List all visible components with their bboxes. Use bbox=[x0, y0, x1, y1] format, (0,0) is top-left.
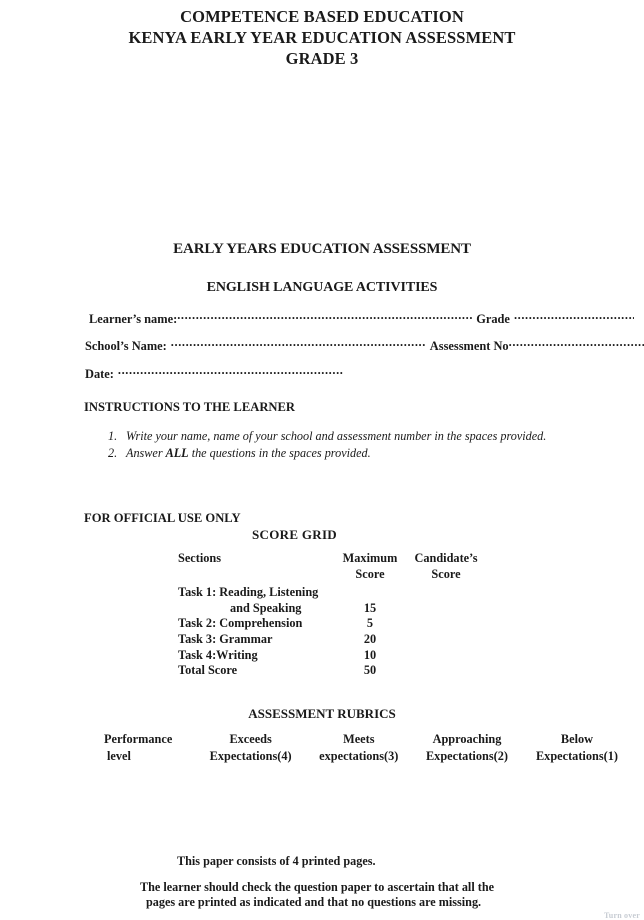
footer-notice-line2: pages are printed as indicated and that no questions are missing. bbox=[146, 895, 482, 909]
grade-label: Grade bbox=[476, 312, 510, 326]
rubrics-col2-line2: expectations(3) bbox=[319, 749, 399, 763]
rubrics-column-exceeds bbox=[196, 731, 306, 765]
score-grid-candidate-value[interactable] bbox=[414, 648, 478, 664]
score-grid-maximum-value: 10 bbox=[363, 647, 377, 662]
footer-notice bbox=[140, 880, 520, 910]
learner-name-input-line[interactable] bbox=[177, 308, 472, 323]
instruction-text: Write your name, name of your school and assessment number in the spaces provided. bbox=[126, 429, 547, 443]
rubrics-col4-line1: Below bbox=[560, 732, 594, 746]
learner-details-fields bbox=[0, 308, 644, 383]
score-grid-header-sections bbox=[178, 551, 326, 582]
instruction-item bbox=[84, 445, 604, 462]
footer-page-count: This paper consists of 4 printed pages. bbox=[177, 854, 376, 868]
masthead-line-2: KENYA EARLY YEAR EDUCATION ASSESSMENT bbox=[128, 28, 516, 47]
grade-input-line[interactable] bbox=[514, 308, 634, 323]
score-grid-section-line2: and Speaking bbox=[230, 600, 302, 615]
instruction-item bbox=[84, 428, 604, 445]
score-grid-title: SCORE GRID bbox=[252, 527, 337, 542]
score-grid-candidate-value[interactable] bbox=[414, 616, 478, 632]
score-grid-section-name: Task 3: Grammar bbox=[178, 631, 273, 646]
score-grid-maximum-value: 5 bbox=[366, 616, 374, 631]
score-grid-section-name: Task 2: Comprehension bbox=[178, 616, 303, 631]
official-use-heading: FOR OFFICIAL USE ONLY bbox=[84, 511, 241, 525]
score-grid-header-maximum-score bbox=[326, 551, 414, 582]
score-grid-header-row bbox=[178, 551, 478, 582]
rubrics-col3-line1: Approaching bbox=[432, 732, 502, 746]
instructions-heading: INSTRUCTIONS TO THE LEARNER bbox=[84, 400, 296, 414]
rubrics-col0-line1: Performance bbox=[104, 732, 173, 746]
rubrics-table bbox=[104, 731, 632, 765]
table-row bbox=[178, 648, 478, 664]
rubrics-column-performance-level bbox=[104, 731, 196, 765]
rubrics-column-meets bbox=[306, 731, 412, 765]
table-row bbox=[178, 632, 478, 648]
score-grid-candidate-value[interactable] bbox=[414, 582, 478, 616]
rubrics-column-approaching bbox=[412, 731, 522, 765]
table-row bbox=[178, 616, 478, 632]
score-grid-maximum-number: 15 bbox=[363, 600, 377, 615]
table-row bbox=[178, 582, 478, 616]
masthead-line-3: GRADE 3 bbox=[285, 49, 359, 68]
date-input-line[interactable] bbox=[118, 363, 343, 378]
rubrics-col2-line1: Meets bbox=[343, 732, 375, 746]
rubrics-col0-line2: level bbox=[107, 749, 131, 763]
masthead bbox=[0, 6, 644, 69]
school-name-label: School’s Name: bbox=[85, 339, 167, 353]
instruction-number: 1. bbox=[108, 429, 118, 443]
score-grid-header-candidate-line2: Score bbox=[431, 566, 461, 581]
rubrics-title: ASSESSMENT RUBRICS bbox=[248, 706, 396, 721]
instruction-text-before: Answer bbox=[126, 446, 166, 460]
instruction-emphasis: ALL bbox=[165, 446, 189, 460]
score-grid-maximum-value bbox=[326, 582, 414, 616]
score-grid-section-line1: Task 1: Reading, Listening bbox=[178, 585, 319, 600]
score-grid-table bbox=[178, 551, 478, 679]
date-row bbox=[85, 363, 644, 383]
score-grid-candidate-value[interactable] bbox=[414, 632, 478, 648]
score-grid-header-maximum-line2: Score bbox=[355, 566, 385, 581]
learner-name-label: Learner’s name: bbox=[89, 312, 178, 326]
table-row bbox=[178, 663, 478, 679]
footer-notice-line1: The learner should check the question paper to ascertain that all the bbox=[140, 880, 495, 894]
rubrics-col1-line2: Expectations(4) bbox=[209, 749, 292, 763]
masthead-line-1: COMPETENCE BASED EDUCATION bbox=[180, 7, 464, 26]
score-grid-header-candidate-line1: Candidate’s bbox=[414, 551, 478, 565]
score-grid-section-name bbox=[178, 582, 326, 616]
assessment-no-label: Assessment No bbox=[429, 339, 509, 353]
score-grid-header-maximum-line1: Maximum bbox=[342, 551, 398, 565]
score-grid-total-candidate[interactable] bbox=[414, 663, 478, 679]
school-name-row bbox=[85, 335, 644, 363]
rubrics-col4-line2: Expectations(1) bbox=[535, 749, 618, 763]
assessment-title: EARLY YEARS EDUCATION ASSESSMENT bbox=[173, 241, 471, 257]
score-grid-maximum-value: 20 bbox=[363, 631, 377, 646]
subject-title: ENGLISH LANGUAGE ACTIVITIES bbox=[206, 280, 438, 295]
date-label: Date: bbox=[85, 367, 114, 381]
score-grid-section-name: Task 4:Writing bbox=[178, 647, 258, 662]
instruction-number: 2. bbox=[108, 446, 118, 460]
score-grid-total-maximum: 50 bbox=[363, 663, 377, 678]
score-grid-header-candidate-score bbox=[414, 551, 478, 582]
rubrics-header-row bbox=[104, 731, 632, 765]
score-grid-total-label: Total Score bbox=[178, 663, 238, 678]
rubrics-column-below bbox=[522, 731, 632, 765]
instructions-list bbox=[84, 428, 604, 462]
assessment-no-input-line[interactable] bbox=[509, 335, 644, 350]
learner-name-row bbox=[89, 308, 644, 335]
rubrics-col1-line1: Exceeds bbox=[229, 732, 272, 746]
turn-over-watermark: Turn over bbox=[604, 911, 640, 920]
school-name-input-line[interactable] bbox=[171, 335, 426, 350]
instruction-text-after: the questions in the spaces provided. bbox=[188, 446, 371, 460]
score-grid-header-sections-label: Sections bbox=[178, 551, 222, 565]
rubrics-col3-line2: Expectations(2) bbox=[425, 749, 508, 763]
